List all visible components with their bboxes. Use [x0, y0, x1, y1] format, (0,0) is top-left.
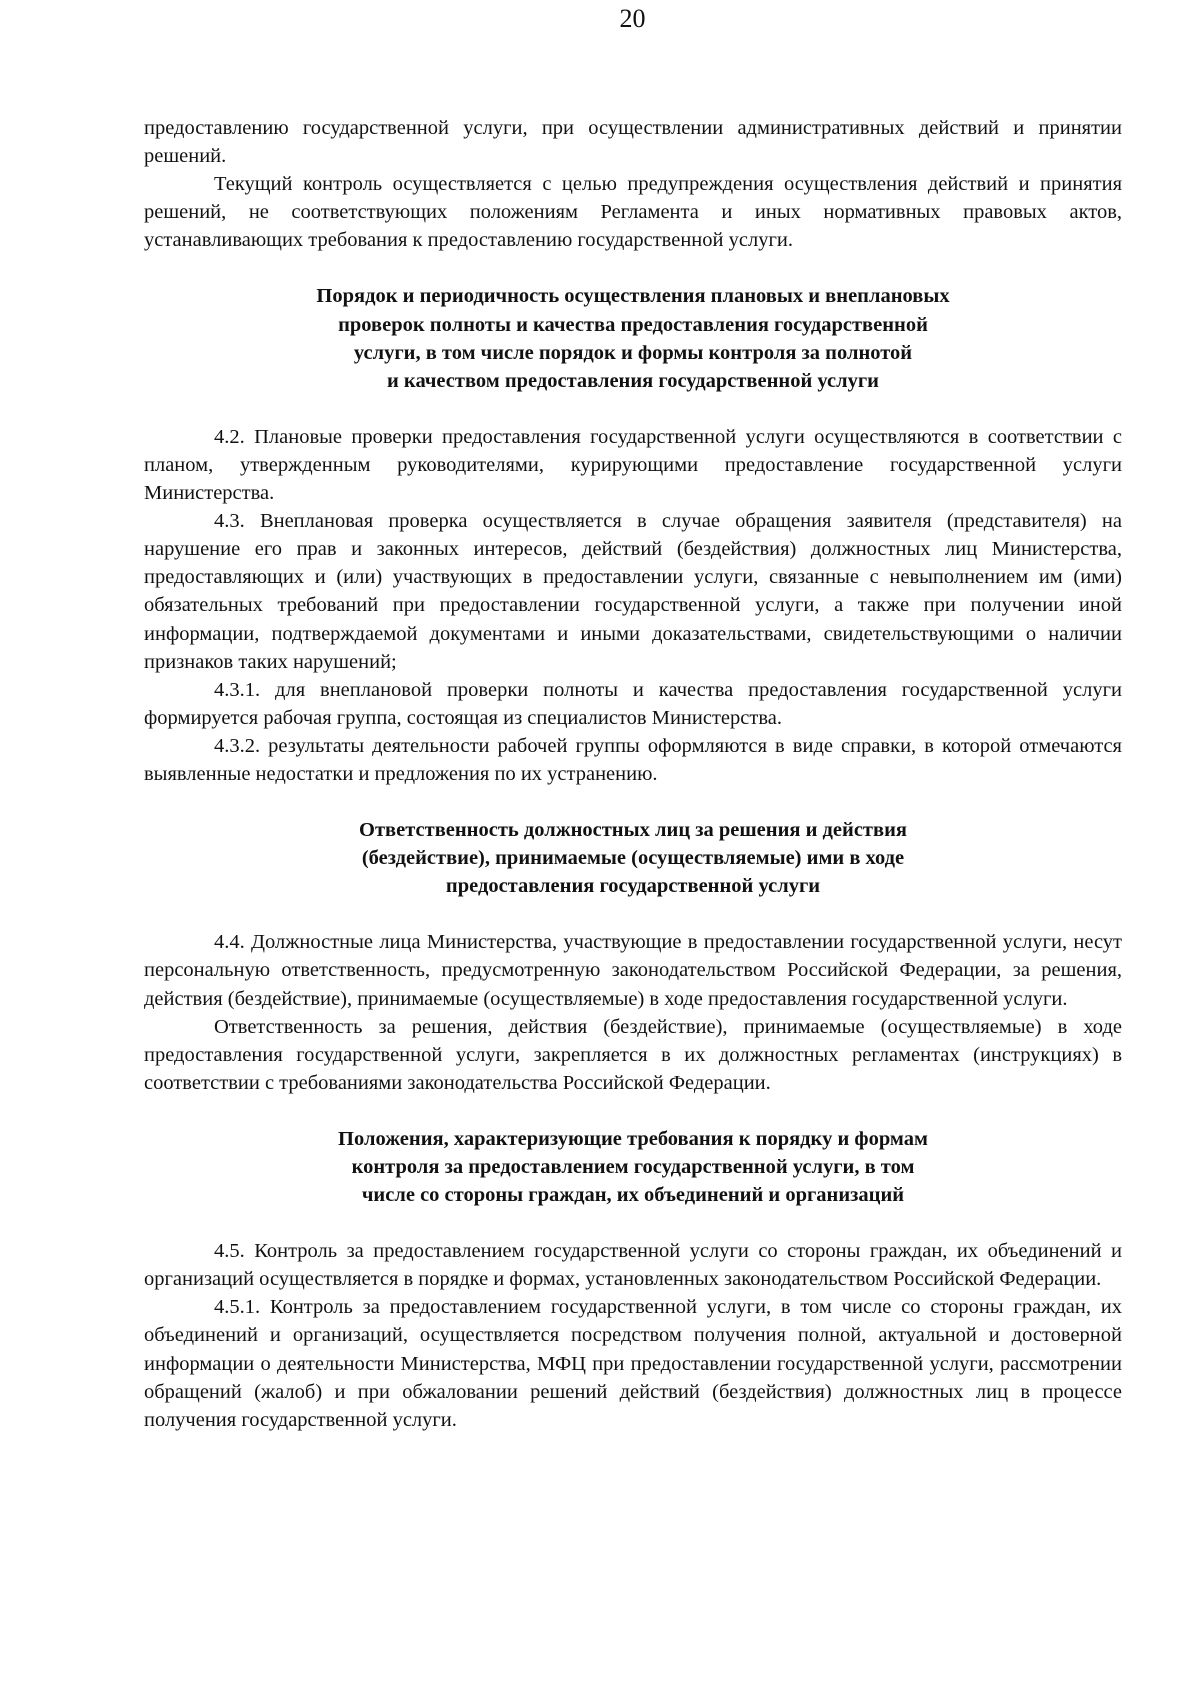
spacer	[144, 900, 1122, 928]
spacer	[144, 395, 1122, 423]
spacer	[144, 254, 1122, 282]
heading-line: контроля за предоставлением государственной услуги, в том	[351, 1156, 915, 1178]
paragraph: 4.2. Плановые проверки предоставления государственной услуги осуществляются в соответствии с планом, утвержденным руководителями, курирующими предоставление государственной услуги Министерства.	[144, 425, 1122, 505]
heading-line: (бездействие), принимаемые (осуществляемые) ими в ходе	[361, 847, 905, 870]
spacer	[144, 1097, 1122, 1125]
spacer	[144, 1209, 1122, 1237]
section-heading	[144, 282, 1122, 394]
heading-line: проверок полноты и качества предоставления государственной	[338, 313, 928, 336]
paragraph: Текущий контроль осуществляется с целью предупреждения осуществления действий и принятия решений, не соответствующих положениям Регламента и иных нормативных правовых актов, устанавливающих требования к предоставлению государственной услуги.	[144, 173, 1122, 252]
document-body	[144, 114, 1122, 1434]
heading-line: предоставления государственной услуги	[445, 875, 821, 898]
paragraph: Ответственность за решения, действия (бездействие), принимаемые (осуществляемые) в ходе предоставления государственной услуги, закрепляется в их должностных регламентах (инструкциях) в соответствии с требованиями законодательства Российской Федерации.	[144, 1015, 1122, 1094]
paragraph: 4.3.2. результаты деятельности рабочей группы оформляются в виде справки, в которой отмечаются выявленные недостатки и предложения по их устранению.	[144, 734, 1122, 785]
heading-line: услуги, в том числе порядок и формы контроля за полнотой	[353, 341, 913, 364]
section-heading	[144, 816, 1122, 900]
heading-line: Ответственность должностных лиц за решения и действия	[359, 819, 907, 842]
paragraph: 4.4. Должностные лица Министерства, участвующие в предоставлении государственной услуги, несут персональную ответственность, предусмотренную законодательством Российской Федерации, за решения, действия (бездействие), принимаемые (осуществляемые) в ходе предоставления государственной услуги.	[144, 931, 1122, 1010]
heading-line: Порядок и периодичность осуществления плановых и внеплановых	[316, 285, 950, 308]
paragraph: предоставлению государственной услуги, при осуществлении административных действий и принятии решений.	[144, 117, 1122, 168]
heading-line: Положения, характеризующие требования к порядку и формам	[338, 1127, 928, 1150]
page-number: 20	[619, 4, 646, 33]
paragraph: 4.5. Контроль за предоставлением государственной услуги со стороны граждан, их объединений и организаций осуществляется в порядке и формах, установленных законодательством Российской Федерации.	[144, 1240, 1122, 1291]
spacer	[144, 788, 1122, 816]
paragraph: 4.3.1. для внеплановой проверки полноты и качества предоставления государственной услуги формируется рабочая группа, состоящая из специалистов Министерства.	[144, 678, 1122, 729]
section-heading	[144, 1125, 1122, 1209]
heading-line: числе со стороны граждан, их объединений и организаций	[361, 1184, 905, 1207]
paragraph: 4.5.1. Контроль за предоставлением государственной услуги, в том числе со стороны граждан, их объединений и организаций, осуществляется посредством получения полной, актуальной и достоверной информации о деятельности Министерства, МФЦ при предоставлении государственной услуги, рассмотрении обращений (жалоб) и при обжаловании решений действий (бездействия) должностных лиц в процессе получения государственной услуги.	[144, 1296, 1122, 1431]
heading-line: и качеством предоставления государственной услуги	[387, 369, 879, 392]
paragraph: 4.3. Внеплановая проверка осуществляется в случае обращения заявителя (представителя) на нарушение его прав и законных интересов, действий (бездействия) должностных лиц Министерства, предоставляющих и (или) участвующих в предоставлении услуги, связанные с невыполнением им (ими) обязательных требований при предоставлении государственной услуги, а также при получении иной информации, подтверждаемой документами и иными доказательствами, свидетельствующими о наличии признаков таких нарушений;	[144, 510, 1122, 673]
